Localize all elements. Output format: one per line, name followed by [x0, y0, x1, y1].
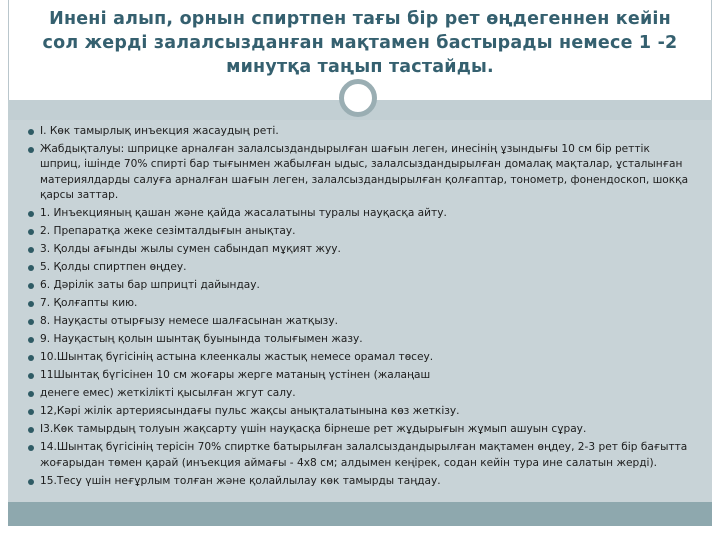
bullet-icon	[28, 445, 34, 451]
list-item: 12,Кәрі жілік артериясындағы пульс жақсы анықталатынына көз жеткізу.	[28, 404, 694, 419]
bullet-icon	[28, 283, 34, 289]
list-item: 10.Шынтақ бүгісінің астына клеенкалы жастық немесе орамал төсеу.	[28, 350, 694, 365]
bullet-icon	[28, 211, 34, 217]
bullet-icon	[28, 229, 34, 235]
bullet-icon	[28, 301, 34, 307]
bullet-icon	[28, 147, 34, 153]
list-item: 11Шынтақ бүгісінен 10 см жоғары жерге матаның үстінен (жалаңаш	[28, 368, 694, 383]
list-item: денеге емес) жеткілікті қысылған жгут салу.	[28, 386, 694, 401]
bullet-icon	[28, 355, 34, 361]
bullet-icon	[28, 265, 34, 271]
list-item: 8. Науқасты отырғызу немесе шалғасынан жатқызу.	[28, 314, 694, 329]
slide-title: Инені алып, орнын спиртпен тағы бір рет өңдегеннен кейін сол жерді залалсызданған мақтамен бастырады немесе 1 -2 минутқа таңып тастайды.	[42, 9, 678, 77]
list-item: 15.Тесу үшін неғұрлым толған және қолайлылау көк тамырды таңдау.	[28, 474, 694, 489]
procedure-list	[28, 124, 694, 492]
footer-band	[8, 502, 712, 526]
list-item: 1. Инъекцияның қашан және қайда жасалатыны туралы науқасқа айту.	[28, 206, 694, 221]
bullet-icon	[28, 129, 34, 135]
bullet-icon	[28, 373, 34, 379]
list-item: 14.Шынтақ бүгісінің терісін 70% спиртке батырылған залалсыздандырылған мақтамен өңдеу, 2-3 рет бір бағытта жоғарыдан төмен қарай (инъекция аймағы - 4х8 см; алдымен кеңірек, содан кейін тура ине салатын жерді).	[28, 440, 694, 471]
list-item: 5. Қолды спиртпен өңдеу.	[28, 260, 694, 275]
bullet-icon	[28, 479, 34, 485]
list-item: 6. Дәрілік заты бар шприцті дайындау.	[28, 278, 694, 293]
bullet-icon	[28, 391, 34, 397]
bullet-icon	[28, 409, 34, 415]
list-item: 2. Препаратқа жеке сезімталдығын анықтау.	[28, 224, 694, 239]
list-item: 9. Науқастың қолын шынтақ буынында толығымен жазу.	[28, 332, 694, 347]
bullet-icon	[28, 247, 34, 253]
list-item: 7. Қолғапты кию.	[28, 296, 694, 311]
bullet-icon	[28, 319, 34, 325]
list-item: I3.Көк тамырдың толуын жақсарту үшін науқасқа бірнеше рет жұдырығын жұмып ашуын сұрау.	[28, 422, 694, 437]
circle-ornament-icon	[339, 79, 377, 117]
bullet-icon	[28, 427, 34, 433]
list-item: I. Көк тамырлық инъекция жасаудың реті.	[28, 124, 694, 139]
bullet-icon	[28, 337, 34, 343]
list-item: 3. Қолды ағынды жылы сумен сабындап мұқият жуу.	[28, 242, 694, 257]
list-item: Жабдықталуы: шприцке арналған залалсыздандырылған шағын леген, инесінің ұзындығы 10 см бір реттік шприц, ішінде 70% спирті бар тығынмен жабылған ыдыс, залалсыздандырылған домалақ мақталар, ұсталынған материялдарды салуға арналған шағын леген, залалсыздандырылған қолғаптар, тонометр, фонендоскоп, шокқа қарсы заттар.	[28, 142, 694, 204]
